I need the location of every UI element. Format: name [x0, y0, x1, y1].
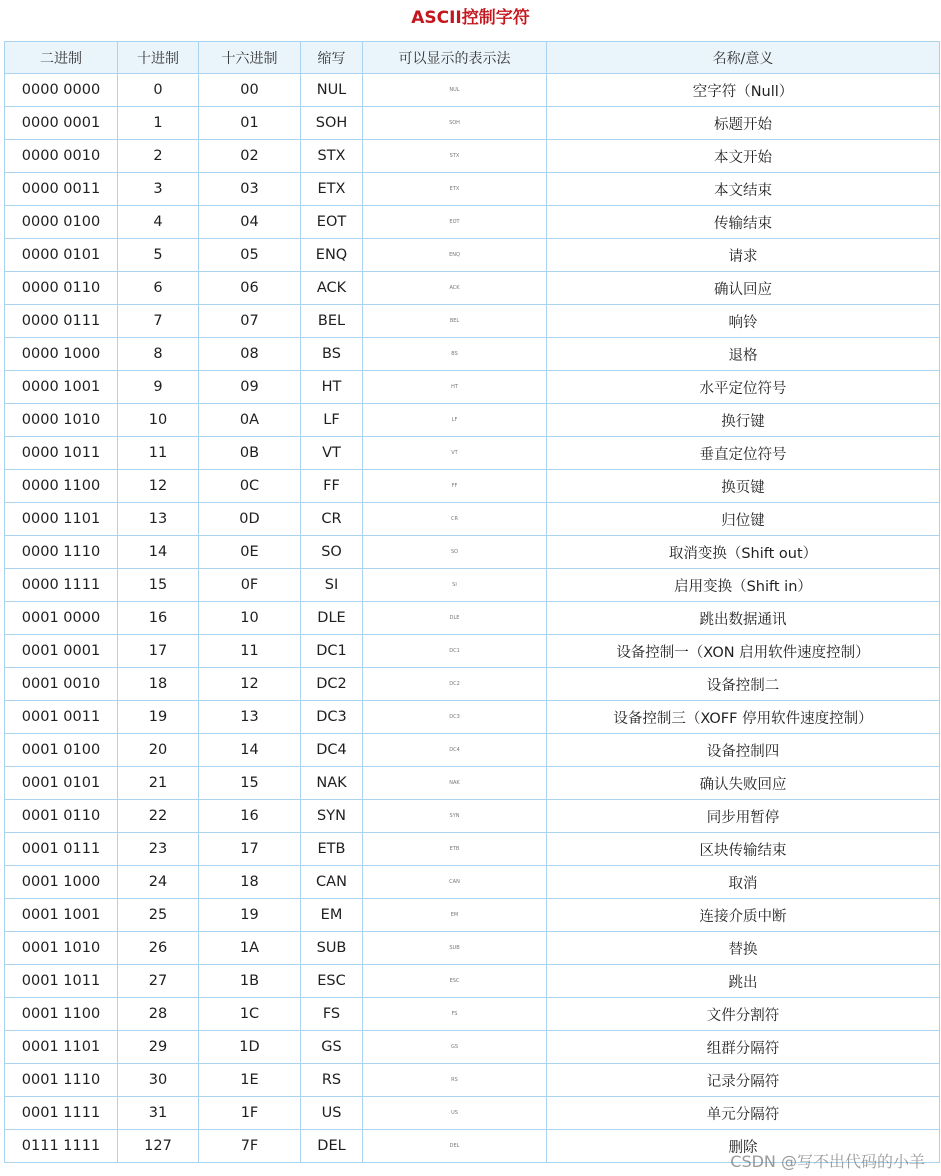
cell-display-glyph: NAK — [363, 767, 547, 800]
cell-binary: 0001 0101 — [5, 767, 118, 800]
cell-binary: 0001 1000 — [5, 866, 118, 899]
cell-hex: 1C — [199, 998, 301, 1031]
table-header-row — [5, 42, 940, 74]
cell-decimal: 9 — [118, 371, 199, 404]
table-row — [5, 206, 940, 239]
cell-display-glyph: DC2 — [363, 668, 547, 701]
cell-abbreviation: VT — [301, 437, 363, 470]
cell-meaning: 退格 — [547, 338, 940, 371]
cell-meaning: 传输结束 — [547, 206, 940, 239]
table-row — [5, 272, 940, 305]
cell-abbreviation: DC1 — [301, 635, 363, 668]
cell-decimal: 4 — [118, 206, 199, 239]
cell-hex: 0E — [199, 536, 301, 569]
cell-binary: 0000 1100 — [5, 470, 118, 503]
table-row — [5, 1097, 940, 1130]
cell-binary: 0001 0010 — [5, 668, 118, 701]
table-row — [5, 305, 940, 338]
table-row — [5, 701, 940, 734]
ascii-control-table — [4, 41, 940, 1163]
cell-meaning: 连接介质中断 — [547, 899, 940, 932]
cell-binary: 0000 0001 — [5, 107, 118, 140]
cell-hex: 11 — [199, 635, 301, 668]
cell-hex: 1E — [199, 1064, 301, 1097]
cell-binary: 0000 1011 — [5, 437, 118, 470]
cell-abbreviation: ETX — [301, 173, 363, 206]
cell-meaning: 换页键 — [547, 470, 940, 503]
cell-decimal: 7 — [118, 305, 199, 338]
cell-decimal: 17 — [118, 635, 199, 668]
cell-decimal: 5 — [118, 239, 199, 272]
csdn-watermark: CSDN @写不出代码的小羊 — [730, 1152, 925, 1171]
cell-display-glyph: HT — [363, 371, 547, 404]
cell-display-glyph: DC3 — [363, 701, 547, 734]
cell-decimal: 0 — [118, 74, 199, 107]
cell-binary: 0001 0111 — [5, 833, 118, 866]
cell-hex: 0A — [199, 404, 301, 437]
cell-decimal: 25 — [118, 899, 199, 932]
column-header-display-form: 可以显示的表示法 — [363, 42, 547, 74]
cell-abbreviation: BS — [301, 338, 363, 371]
cell-display-glyph: EM — [363, 899, 547, 932]
cell-meaning: 设备控制二 — [547, 668, 940, 701]
cell-meaning: 本文结束 — [547, 173, 940, 206]
cell-hex: 1A — [199, 932, 301, 965]
table-row — [5, 635, 940, 668]
cell-display-glyph: STX — [363, 140, 547, 173]
cell-binary: 0000 1111 — [5, 569, 118, 602]
cell-display-glyph: BEL — [363, 305, 547, 338]
cell-display-glyph: DLE — [363, 602, 547, 635]
cell-binary: 0001 0001 — [5, 635, 118, 668]
cell-hex: 7F — [199, 1130, 301, 1163]
column-header-hex: 十六进制 — [199, 42, 301, 74]
cell-binary: 0000 0111 — [5, 305, 118, 338]
cell-display-glyph: SO — [363, 536, 547, 569]
cell-decimal: 21 — [118, 767, 199, 800]
cell-hex: 0F — [199, 569, 301, 602]
cell-abbreviation: ENQ — [301, 239, 363, 272]
cell-decimal: 23 — [118, 833, 199, 866]
cell-decimal: 28 — [118, 998, 199, 1031]
cell-abbreviation: EM — [301, 899, 363, 932]
cell-binary: 0000 0100 — [5, 206, 118, 239]
cell-hex: 0D — [199, 503, 301, 536]
cell-meaning: 文件分割符 — [547, 998, 940, 1031]
cell-display-glyph: GS — [363, 1031, 547, 1064]
table-row — [5, 602, 940, 635]
cell-meaning: 跳出 — [547, 965, 940, 998]
table-row — [5, 107, 940, 140]
cell-meaning: 记录分隔符 — [547, 1064, 940, 1097]
cell-meaning: 换行键 — [547, 404, 940, 437]
cell-abbreviation: SI — [301, 569, 363, 602]
cell-display-glyph: SOH — [363, 107, 547, 140]
table-row — [5, 767, 940, 800]
cell-meaning: 单元分隔符 — [547, 1097, 940, 1130]
cell-decimal: 29 — [118, 1031, 199, 1064]
column-header-binary: 二进制 — [5, 42, 118, 74]
cell-abbreviation: ESC — [301, 965, 363, 998]
cell-meaning: 跳出数据通讯 — [547, 602, 940, 635]
table-row — [5, 503, 940, 536]
cell-meaning: 水平定位符号 — [547, 371, 940, 404]
cell-hex: 08 — [199, 338, 301, 371]
cell-abbreviation: US — [301, 1097, 363, 1130]
cell-binary: 0000 0010 — [5, 140, 118, 173]
cell-decimal: 1 — [118, 107, 199, 140]
cell-abbreviation: RS — [301, 1064, 363, 1097]
table-row — [5, 569, 940, 602]
table-row — [5, 1064, 940, 1097]
cell-hex: 01 — [199, 107, 301, 140]
cell-hex: 18 — [199, 866, 301, 899]
table-row — [5, 173, 940, 206]
cell-abbreviation: DC3 — [301, 701, 363, 734]
cell-display-glyph: ACK — [363, 272, 547, 305]
cell-abbreviation: SYN — [301, 800, 363, 833]
cell-decimal: 24 — [118, 866, 199, 899]
cell-binary: 0001 1010 — [5, 932, 118, 965]
cell-hex: 12 — [199, 668, 301, 701]
cell-hex: 0C — [199, 470, 301, 503]
cell-decimal: 12 — [118, 470, 199, 503]
table-row — [5, 536, 940, 569]
cell-hex: 03 — [199, 173, 301, 206]
table-row — [5, 965, 940, 998]
cell-meaning: 确认回应 — [547, 272, 940, 305]
cell-hex: 06 — [199, 272, 301, 305]
cell-binary: 0001 1100 — [5, 998, 118, 1031]
table-row — [5, 1031, 940, 1064]
cell-display-glyph: ESC — [363, 965, 547, 998]
cell-hex: 02 — [199, 140, 301, 173]
table-row — [5, 1130, 940, 1163]
page-title: ASCII控制字符 — [411, 8, 530, 28]
cell-display-glyph: US — [363, 1097, 547, 1130]
cell-meaning: 请求 — [547, 239, 940, 272]
cell-display-glyph: CAN — [363, 866, 547, 899]
cell-decimal: 8 — [118, 338, 199, 371]
cell-display-glyph: RS — [363, 1064, 547, 1097]
table-row — [5, 668, 940, 701]
cell-meaning: 取消变换（Shift out） — [547, 536, 940, 569]
cell-binary: 0001 1101 — [5, 1031, 118, 1064]
cell-hex: 14 — [199, 734, 301, 767]
cell-abbreviation: DEL — [301, 1130, 363, 1163]
cell-hex: 00 — [199, 74, 301, 107]
cell-display-glyph: DC1 — [363, 635, 547, 668]
cell-display-glyph: ENQ — [363, 239, 547, 272]
cell-binary: 0000 0000 — [5, 74, 118, 107]
cell-hex: 1F — [199, 1097, 301, 1130]
cell-hex: 17 — [199, 833, 301, 866]
table-row — [5, 932, 940, 965]
cell-meaning: 删除 — [547, 1130, 940, 1163]
cell-meaning: 设备控制三（XOFF 停用软件速度控制） — [547, 701, 940, 734]
cell-meaning: 设备控制一（XON 启用软件速度控制） — [547, 635, 940, 668]
cell-binary: 0001 0100 — [5, 734, 118, 767]
table-row — [5, 74, 940, 107]
cell-hex: 15 — [199, 767, 301, 800]
cell-decimal: 27 — [118, 965, 199, 998]
table-row — [5, 899, 940, 932]
table-row — [5, 833, 940, 866]
cell-abbreviation: ETB — [301, 833, 363, 866]
table-row — [5, 800, 940, 833]
cell-abbreviation: NUL — [301, 74, 363, 107]
cell-abbreviation: DC4 — [301, 734, 363, 767]
cell-abbreviation: GS — [301, 1031, 363, 1064]
cell-decimal: 14 — [118, 536, 199, 569]
cell-abbreviation: LF — [301, 404, 363, 437]
table-row — [5, 140, 940, 173]
cell-abbreviation: NAK — [301, 767, 363, 800]
cell-display-glyph: FS — [363, 998, 547, 1031]
cell-binary: 0001 1111 — [5, 1097, 118, 1130]
cell-display-glyph: NUL — [363, 74, 547, 107]
cell-hex: 07 — [199, 305, 301, 338]
cell-decimal: 10 — [118, 404, 199, 437]
cell-binary: 0000 1001 — [5, 371, 118, 404]
cell-display-glyph: SUB — [363, 932, 547, 965]
cell-abbreviation: EOT — [301, 206, 363, 239]
table-row — [5, 338, 940, 371]
cell-hex: 04 — [199, 206, 301, 239]
table-body — [5, 74, 940, 1163]
cell-binary: 0000 1010 — [5, 404, 118, 437]
cell-decimal: 30 — [118, 1064, 199, 1097]
cell-decimal: 127 — [118, 1130, 199, 1163]
cell-display-glyph: ETX — [363, 173, 547, 206]
cell-display-glyph: SI — [363, 569, 547, 602]
cell-decimal: 18 — [118, 668, 199, 701]
cell-display-glyph: LF — [363, 404, 547, 437]
table-row — [5, 998, 940, 1031]
cell-abbreviation: CR — [301, 503, 363, 536]
cell-meaning: 组群分隔符 — [547, 1031, 940, 1064]
cell-binary: 0000 0101 — [5, 239, 118, 272]
cell-abbreviation: BEL — [301, 305, 363, 338]
cell-display-glyph: EOT — [363, 206, 547, 239]
cell-decimal: 20 — [118, 734, 199, 767]
column-header-meaning: 名称/意义 — [547, 42, 940, 74]
cell-hex: 09 — [199, 371, 301, 404]
cell-decimal: 6 — [118, 272, 199, 305]
cell-meaning: 同步用暂停 — [547, 800, 940, 833]
cell-meaning: 区块传输结束 — [547, 833, 940, 866]
cell-decimal: 11 — [118, 437, 199, 470]
table-row — [5, 734, 940, 767]
cell-binary: 0111 1111 — [5, 1130, 118, 1163]
cell-binary: 0001 1011 — [5, 965, 118, 998]
cell-display-glyph: VT — [363, 437, 547, 470]
cell-binary: 0001 1110 — [5, 1064, 118, 1097]
cell-binary: 0001 1001 — [5, 899, 118, 932]
cell-meaning: 取消 — [547, 866, 940, 899]
cell-meaning: 确认失败回应 — [547, 767, 940, 800]
cell-meaning: 本文开始 — [547, 140, 940, 173]
cell-abbreviation: SOH — [301, 107, 363, 140]
table-row — [5, 371, 940, 404]
cell-hex: 0B — [199, 437, 301, 470]
cell-abbreviation: DC2 — [301, 668, 363, 701]
cell-abbreviation: CAN — [301, 866, 363, 899]
table-row — [5, 470, 940, 503]
cell-meaning: 响铃 — [547, 305, 940, 338]
cell-hex: 1D — [199, 1031, 301, 1064]
cell-decimal: 26 — [118, 932, 199, 965]
cell-meaning: 设备控制四 — [547, 734, 940, 767]
cell-display-glyph: FF — [363, 470, 547, 503]
cell-abbreviation: SUB — [301, 932, 363, 965]
cell-display-glyph: SYN — [363, 800, 547, 833]
cell-binary: 0000 1101 — [5, 503, 118, 536]
table-row — [5, 404, 940, 437]
cell-decimal: 22 — [118, 800, 199, 833]
cell-hex: 13 — [199, 701, 301, 734]
cell-binary: 0001 0011 — [5, 701, 118, 734]
cell-abbreviation: FS — [301, 998, 363, 1031]
cell-abbreviation: SO — [301, 536, 363, 569]
cell-binary: 0000 1000 — [5, 338, 118, 371]
cell-hex: 19 — [199, 899, 301, 932]
cell-abbreviation: FF — [301, 470, 363, 503]
cell-binary: 0000 0110 — [5, 272, 118, 305]
cell-decimal: 31 — [118, 1097, 199, 1130]
cell-display-glyph: BS — [363, 338, 547, 371]
cell-binary: 0001 0110 — [5, 800, 118, 833]
cell-binary: 0000 1110 — [5, 536, 118, 569]
cell-abbreviation: ACK — [301, 272, 363, 305]
cell-abbreviation: HT — [301, 371, 363, 404]
cell-display-glyph: DEL — [363, 1130, 547, 1163]
cell-hex: 16 — [199, 800, 301, 833]
cell-display-glyph: ETB — [363, 833, 547, 866]
table-row — [5, 866, 940, 899]
cell-meaning: 标题开始 — [547, 107, 940, 140]
cell-display-glyph: DC4 — [363, 734, 547, 767]
cell-display-glyph: CR — [363, 503, 547, 536]
cell-decimal: 16 — [118, 602, 199, 635]
cell-meaning: 空字符（Null） — [547, 74, 940, 107]
cell-decimal: 13 — [118, 503, 199, 536]
column-header-decimal: 十进制 — [118, 42, 199, 74]
cell-decimal: 3 — [118, 173, 199, 206]
cell-abbreviation: DLE — [301, 602, 363, 635]
cell-meaning: 归位键 — [547, 503, 940, 536]
cell-decimal: 19 — [118, 701, 199, 734]
cell-meaning: 替换 — [547, 932, 940, 965]
cell-hex: 1B — [199, 965, 301, 998]
cell-hex: 05 — [199, 239, 301, 272]
cell-decimal: 15 — [118, 569, 199, 602]
column-header-abbreviation: 缩写 — [301, 42, 363, 74]
cell-meaning: 启用变换（Shift in） — [547, 569, 940, 602]
cell-binary: 0001 0000 — [5, 602, 118, 635]
table-row — [5, 239, 940, 272]
cell-meaning: 垂直定位符号 — [547, 437, 940, 470]
cell-abbreviation: STX — [301, 140, 363, 173]
cell-decimal: 2 — [118, 140, 199, 173]
table-row — [5, 437, 940, 470]
cell-hex: 10 — [199, 602, 301, 635]
cell-binary: 0000 0011 — [5, 173, 118, 206]
